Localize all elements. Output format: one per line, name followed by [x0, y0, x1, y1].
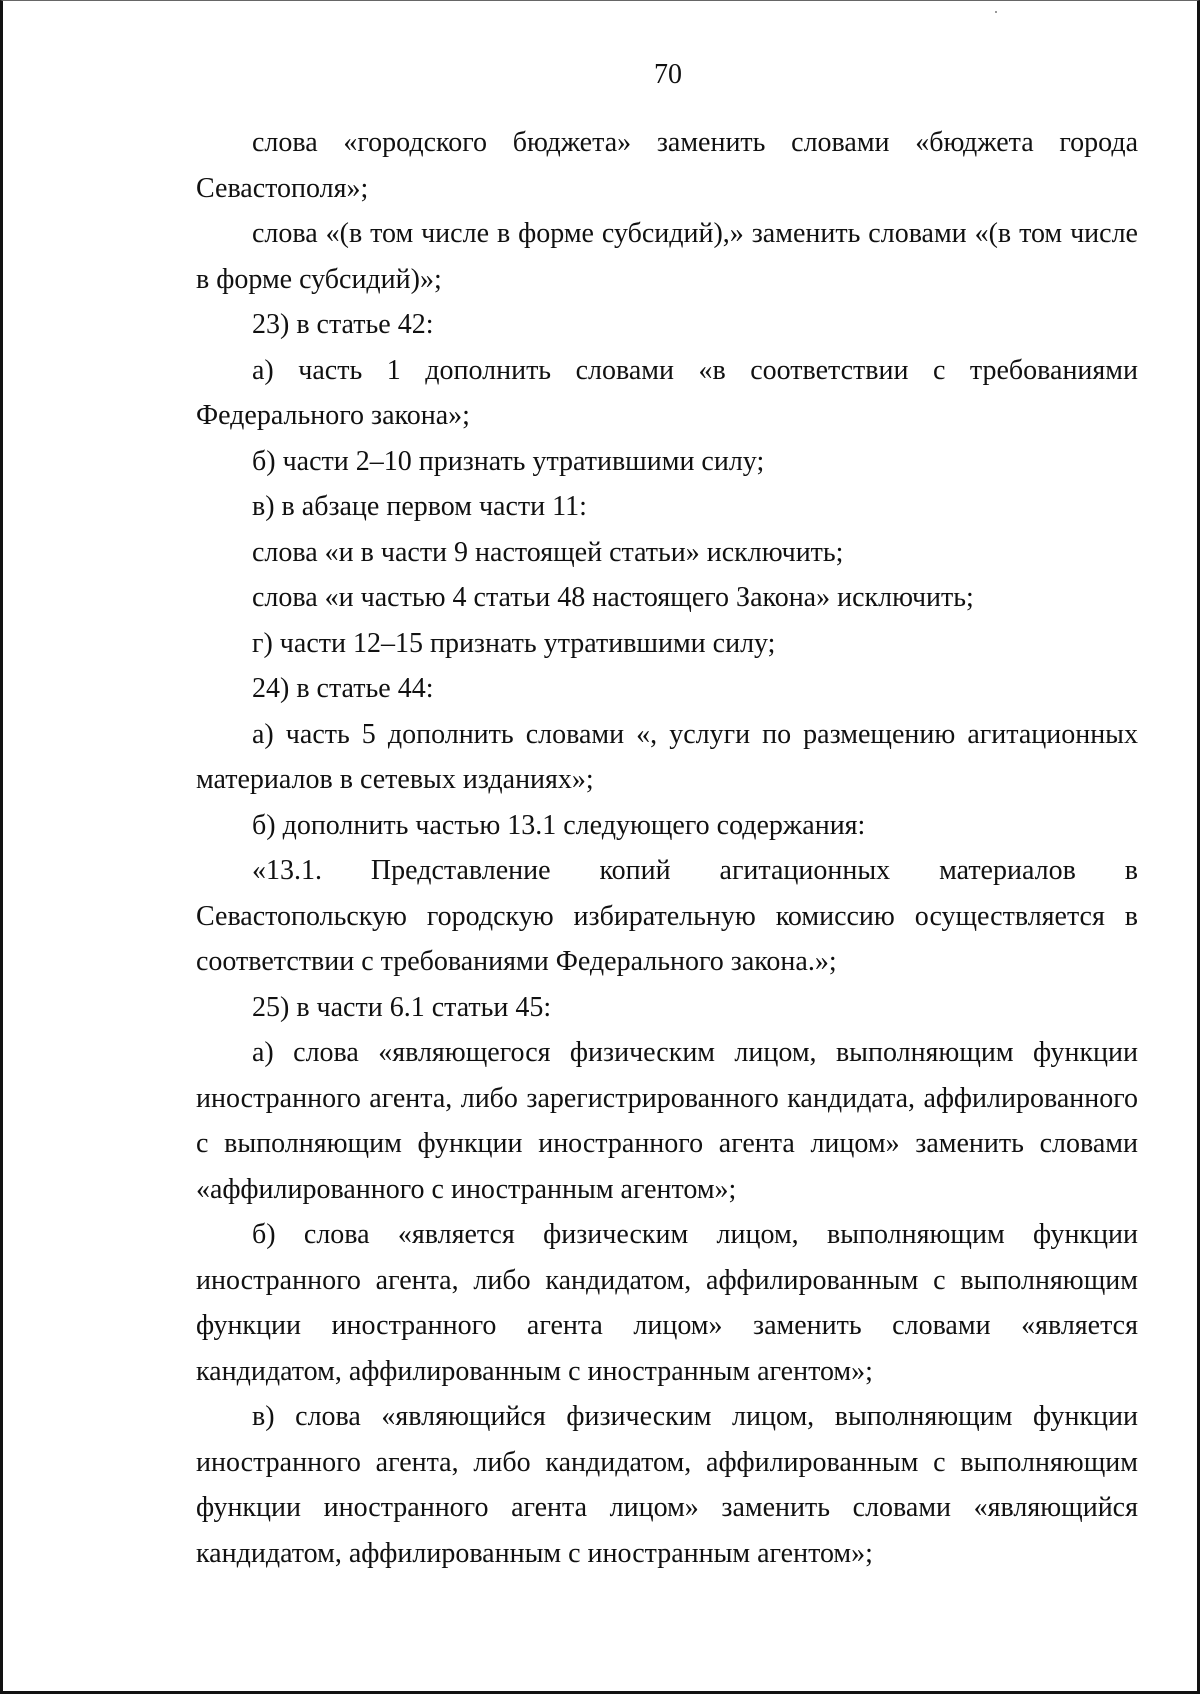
paragraph: б) слова «является физическим лицом, выполняющим функции иностранного агента, либо кандидатом, аффилированным с выполняющим функции иностранного агента лицом» заменить словами «является кандидатом, аффилированным с иностранным агентом»;	[196, 1219, 1138, 1387]
paragraph: «13.1. Представление копий агитационных материалов в Севастопольскую городскую избирательную комиссию осуществляется в соответствии с требованиями Федерального закона.»;	[196, 855, 1138, 977]
paragraph: б) дополнить частью 13.1 следующего содержания:	[252, 809, 866, 841]
scan-speck	[995, 11, 997, 13]
paragraph: а) часть 5 дополнить словами «, услуги по размещению агитационных материалов в сетевых изданиях»;	[196, 718, 1138, 795]
paragraph: 23) в статье 42:	[252, 309, 434, 340]
paragraph: слова «и в части 9 настоящей статьи» исключить;	[252, 536, 844, 568]
paragraph: а) часть 1 дополнить словами «в соответствии с требованиями Федерального закона»;	[196, 354, 1138, 431]
paragraph: б) части 2–10 признать утратившими силу;	[252, 445, 765, 477]
paragraph: в) слова «являющийся физическим лицом, выполняющим функции иностранного агента, либо кандидатом, аффилированным с выполняющим функции иностранного агента лицом» заменить словами «являющийся кандидатом, аффилированным с иностранным агентом»;	[196, 1401, 1138, 1569]
paragraph: слова «(в том числе в форме субсидий),» заменить словами «(в том числе в форме субсидий)»;	[196, 218, 1138, 295]
paragraph: 25) в части 6.1 статьи 45:	[252, 991, 552, 1023]
paragraph: в) в абзаце первом части 11:	[252, 491, 587, 522]
paragraph: слова «городского бюджета» заменить словами «бюджета города Севастополя»;	[196, 127, 1138, 204]
paragraph: а) слова «являющегося физическим лицом, выполняющим функции иностранного агента, либо зарегистрированного кандидата, аффилированного с выполняющим функции иностранного агента лицом» заменить словами «аффилированного с иностранным агентом»;	[196, 1037, 1138, 1205]
page-number: 70	[654, 59, 682, 90]
paragraph: 24) в статье 44:	[252, 673, 434, 704]
document-body	[196, 120, 1138, 1576]
paragraph: г) части 12–15 признать утратившими силу;	[252, 627, 776, 659]
paragraph: слова «и частью 4 статьи 48 настоящего Закона» исключить;	[252, 582, 974, 613]
